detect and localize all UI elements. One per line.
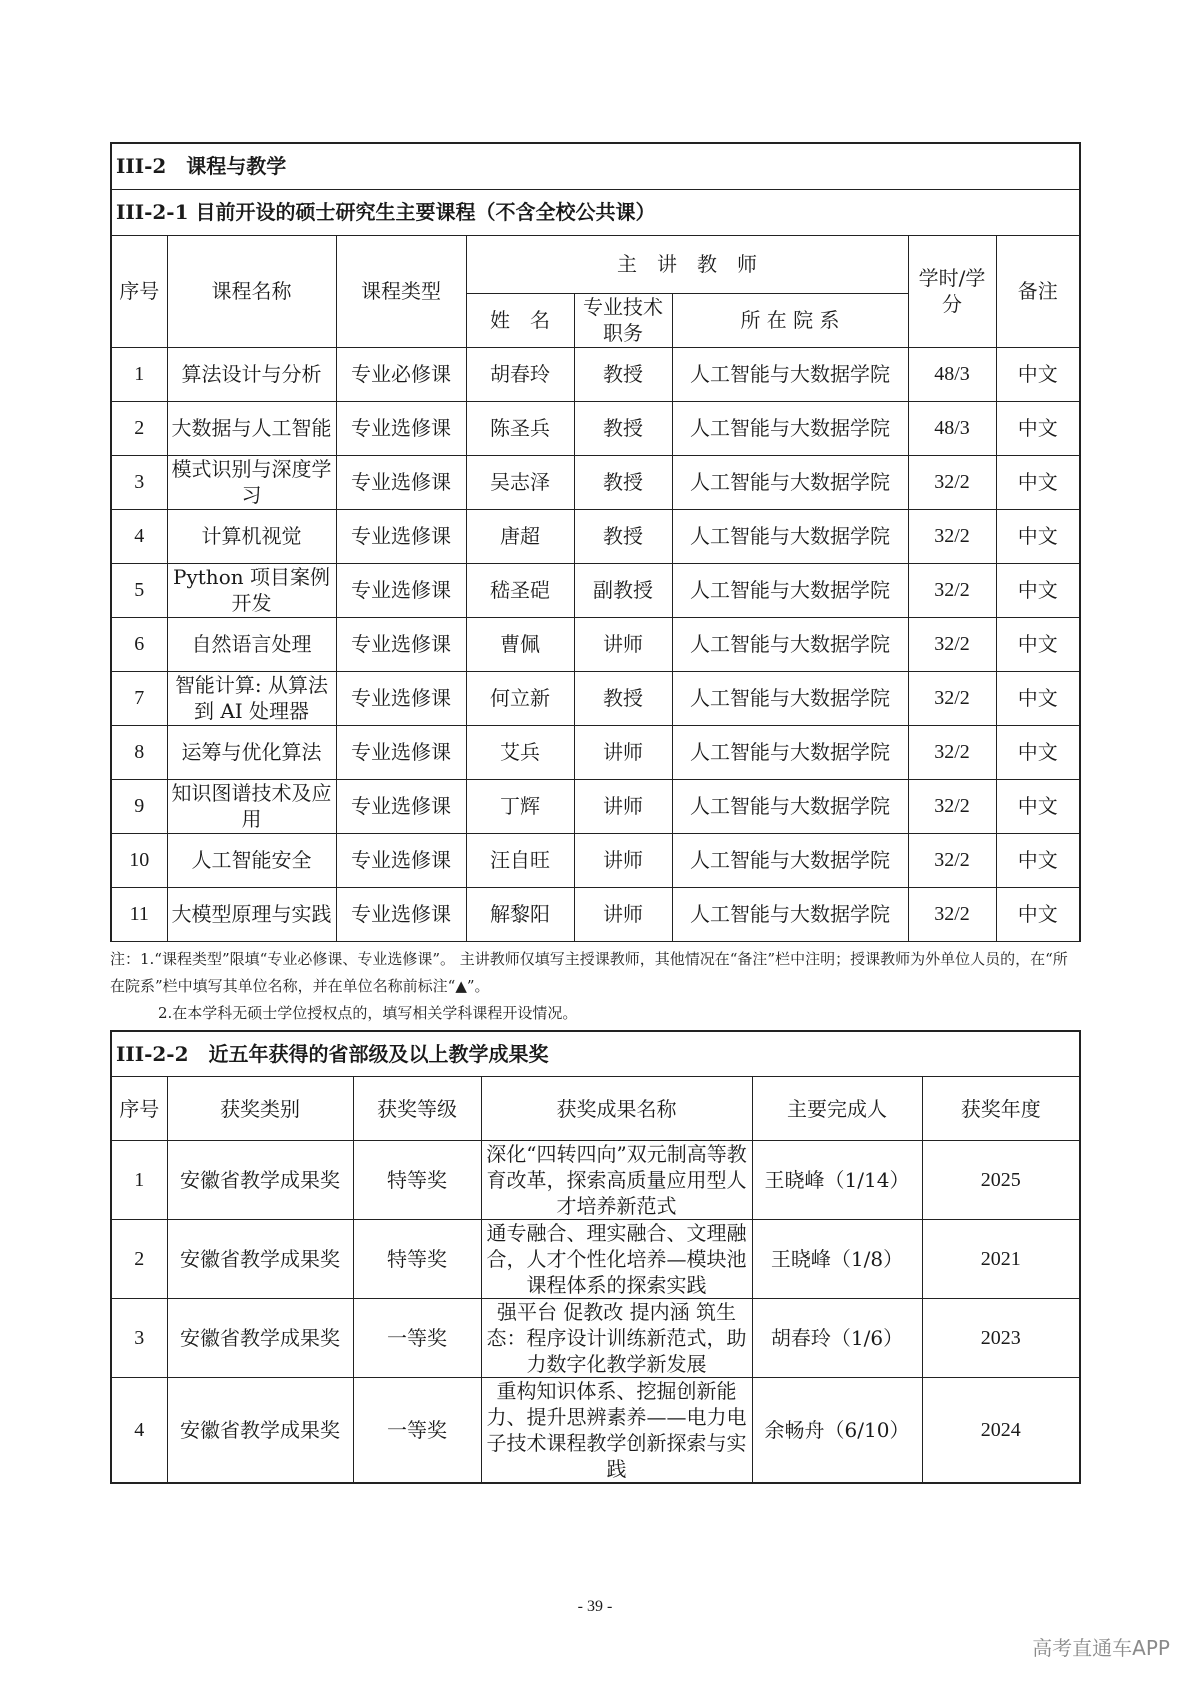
course-row: [111, 617, 1080, 671]
award-seq: 1: [111, 1141, 167, 1220]
course-remark: 中文: [996, 671, 1080, 725]
course-name: 计算机视觉: [167, 509, 336, 563]
courses-table: [110, 142, 1081, 942]
course-seq: 3: [111, 455, 167, 509]
award-category: 安徽省教学成果奖: [167, 1299, 353, 1378]
course-type: 专业选修课: [336, 779, 466, 833]
award-header-level: 获奖等级: [353, 1077, 481, 1141]
award-person: 余畅舟（6/10）: [752, 1378, 922, 1484]
course-teacher-title: 教授: [574, 347, 672, 401]
course-teacher: 汪自旺: [466, 833, 574, 887]
course-row: [111, 671, 1080, 725]
section-main-title: III-2 课程与教学: [111, 143, 1080, 189]
award-year: 2023: [922, 1299, 1080, 1378]
course-name: 大模型原理与实践: [167, 887, 336, 941]
watermark: 高考直通车APP: [1032, 1636, 1170, 1660]
course-hours: 32/2: [908, 725, 996, 779]
course-dept: 人工智能与大数据学院: [672, 725, 908, 779]
page-number: - 39 -: [577, 1598, 613, 1615]
course-seq: 2: [111, 401, 167, 455]
course-teacher-title: 副教授: [574, 563, 672, 617]
award-year: 2025: [922, 1141, 1080, 1220]
course-teacher: 吴志泽: [466, 455, 574, 509]
course-teacher-title: 教授: [574, 455, 672, 509]
course-teacher-title: 教授: [574, 671, 672, 725]
course-seq: 1: [111, 347, 167, 401]
award-level: 特等奖: [353, 1220, 481, 1299]
course-name: 自然语言处理: [167, 617, 336, 671]
award-header-seq: 序号: [111, 1077, 167, 1141]
course-remark: 中文: [996, 617, 1080, 671]
course-teacher: 何立新: [466, 671, 574, 725]
header-remark: 备注: [996, 235, 1080, 347]
course-type: 专业选修课: [336, 887, 466, 941]
course-hours: 32/2: [908, 833, 996, 887]
award-level: 一等奖: [353, 1378, 481, 1484]
award-level: 一等奖: [353, 1299, 481, 1378]
course-seq: 5: [111, 563, 167, 617]
awards-table: [110, 1030, 1081, 1485]
header-course-type: 课程类型: [336, 235, 466, 347]
course-dept: 人工智能与大数据学院: [672, 779, 908, 833]
course-remark: 中文: [996, 887, 1080, 941]
course-teacher: 唐超: [466, 509, 574, 563]
award-level: 特等奖: [353, 1141, 481, 1220]
course-teacher-title: 讲师: [574, 617, 672, 671]
course-teacher: 解黎阳: [466, 887, 574, 941]
course-teacher: 陈圣兵: [466, 401, 574, 455]
course-hours: 32/2: [908, 887, 996, 941]
course-hours: 32/2: [908, 671, 996, 725]
course-row: [111, 563, 1080, 617]
course-type: 专业选修课: [336, 563, 466, 617]
course-teacher: 丁辉: [466, 779, 574, 833]
course-dept: 人工智能与大数据学院: [672, 401, 908, 455]
course-seq: 9: [111, 779, 167, 833]
course-dept: 人工智能与大数据学院: [672, 455, 908, 509]
course-teacher: 胡春玲: [466, 347, 574, 401]
course-teacher: 艾兵: [466, 725, 574, 779]
course-row: [111, 401, 1080, 455]
course-teacher-title: 讲师: [574, 725, 672, 779]
course-dept: 人工智能与大数据学院: [672, 347, 908, 401]
course-seq: 8: [111, 725, 167, 779]
course-teacher-title: 讲师: [574, 833, 672, 887]
course-dept: 人工智能与大数据学院: [672, 671, 908, 725]
table-notes: [110, 946, 1079, 1027]
course-type: 专业选修课: [336, 455, 466, 509]
course-seq: 11: [111, 887, 167, 941]
course-teacher: 曹佩: [466, 617, 574, 671]
course-hours: 48/3: [908, 347, 996, 401]
course-teacher-title: 讲师: [574, 887, 672, 941]
award-row: [111, 1299, 1080, 1378]
award-name: 深化“四转四向”双元制高等教育改革，探索高质量应用型人才培养新范式: [481, 1141, 752, 1220]
course-teacher-title: 教授: [574, 509, 672, 563]
header-hours: 学时/学分: [908, 235, 996, 347]
course-hours: 48/3: [908, 401, 996, 455]
course-dept: 人工智能与大数据学院: [672, 833, 908, 887]
course-remark: 中文: [996, 833, 1080, 887]
header-teacher-dept: 所 在 院 系: [672, 293, 908, 347]
course-type: 专业选修课: [336, 617, 466, 671]
course-dept: 人工智能与大数据学院: [672, 563, 908, 617]
award-person: 王晓峰（1/8）: [752, 1220, 922, 1299]
course-row: [111, 347, 1080, 401]
note-line-2: 2.在本学科无硕士学位授权点的，填写相关学科课程开设情况。: [158, 1003, 578, 1022]
award-header-name: 获奖成果名称: [481, 1077, 752, 1141]
award-header-person: 主要完成人: [752, 1077, 922, 1141]
section-awards-title: III-2-2 近五年获得的省部级及以上教学成果奖: [111, 1031, 1080, 1077]
course-row: [111, 887, 1080, 941]
course-name: 智能计算: 从算法到 AI 处理器: [167, 671, 336, 725]
course-remark: 中文: [996, 563, 1080, 617]
course-seq: 4: [111, 509, 167, 563]
course-hours: 32/2: [908, 509, 996, 563]
course-remark: 中文: [996, 725, 1080, 779]
header-seq: 序号: [111, 235, 167, 347]
course-hours: 32/2: [908, 779, 996, 833]
award-seq: 2: [111, 1220, 167, 1299]
course-seq: 10: [111, 833, 167, 887]
course-hours: 32/2: [908, 563, 996, 617]
course-type: 专业选修课: [336, 671, 466, 725]
course-type: 专业选修课: [336, 509, 466, 563]
award-category: 安徽省教学成果奖: [167, 1378, 353, 1484]
course-remark: 中文: [996, 509, 1080, 563]
award-header-year: 获奖年度: [922, 1077, 1080, 1141]
course-type: 专业选修课: [336, 725, 466, 779]
course-seq: 7: [111, 671, 167, 725]
course-seq: 6: [111, 617, 167, 671]
award-row: [111, 1141, 1080, 1220]
course-name: 知识图谱技术及应用: [167, 779, 336, 833]
course-hours: 32/2: [908, 617, 996, 671]
header-course-name: 课程名称: [167, 235, 336, 347]
course-row: [111, 779, 1080, 833]
course-name: 运筹与优化算法: [167, 725, 336, 779]
award-name: 强平台 促教改 提内涵 筑生态：程序设计训练新范式，助力数字化教学新发展: [481, 1299, 752, 1378]
course-remark: 中文: [996, 401, 1080, 455]
award-seq: 3: [111, 1299, 167, 1378]
award-category: 安徽省教学成果奖: [167, 1141, 353, 1220]
section-courses-title: III-2-1 目前开设的硕士研究生主要课程（不含全校公共课）: [111, 189, 1080, 235]
header-teacher-name: 姓 名: [466, 293, 574, 347]
course-name: 模式识别与深度学习: [167, 455, 336, 509]
course-name: 大数据与人工智能: [167, 401, 336, 455]
course-row: [111, 833, 1080, 887]
document-page: [110, 142, 1079, 1484]
course-row: [111, 725, 1080, 779]
award-person: 王晓峰（1/14）: [752, 1141, 922, 1220]
award-year: 2021: [922, 1220, 1080, 1299]
award-year: 2024: [922, 1378, 1080, 1484]
course-name: 算法设计与分析: [167, 347, 336, 401]
course-teacher: 嵇圣硙: [466, 563, 574, 617]
award-name: 重构知识体系、挖掘创新能力、提升思辨素养——电力电子技术课程教学创新探索与实践: [481, 1378, 752, 1484]
course-type: 专业必修课: [336, 347, 466, 401]
course-name: 人工智能安全: [167, 833, 336, 887]
course-teacher-title: 讲师: [574, 779, 672, 833]
note-line-1: 注：1.“课程类型”限填“专业必修课、专业选修课”。 主讲教师仅填写主授课教师，其他情况在“备注”栏中注明；授课教师为外单位人员的，在“所在院系”栏中填写其单位名称，并在单位名称前标注“▲”。: [110, 949, 1068, 995]
course-type: 专业选修课: [336, 401, 466, 455]
header-teacher-group: 主 讲 教 师: [466, 235, 908, 293]
award-row: [111, 1378, 1080, 1484]
award-header-category: 获奖类别: [167, 1077, 353, 1141]
course-row: [111, 509, 1080, 563]
course-row: [111, 455, 1080, 509]
award-person: 胡春玲（1/6）: [752, 1299, 922, 1378]
course-name: Python 项目案例开发: [167, 563, 336, 617]
course-dept: 人工智能与大数据学院: [672, 617, 908, 671]
header-teacher-title: 专业技术职务: [574, 293, 672, 347]
course-type: 专业选修课: [336, 833, 466, 887]
course-teacher-title: 教授: [574, 401, 672, 455]
course-dept: 人工智能与大数据学院: [672, 887, 908, 941]
award-category: 安徽省教学成果奖: [167, 1220, 353, 1299]
course-hours: 32/2: [908, 455, 996, 509]
course-remark: 中文: [996, 455, 1080, 509]
award-seq: 4: [111, 1378, 167, 1484]
award-name: 通专融合、理实融合、文理融合，人才个性化培养—模块池课程体系的探索实践: [481, 1220, 752, 1299]
course-remark: 中文: [996, 779, 1080, 833]
award-row: [111, 1220, 1080, 1299]
course-remark: 中文: [996, 347, 1080, 401]
course-dept: 人工智能与大数据学院: [672, 509, 908, 563]
